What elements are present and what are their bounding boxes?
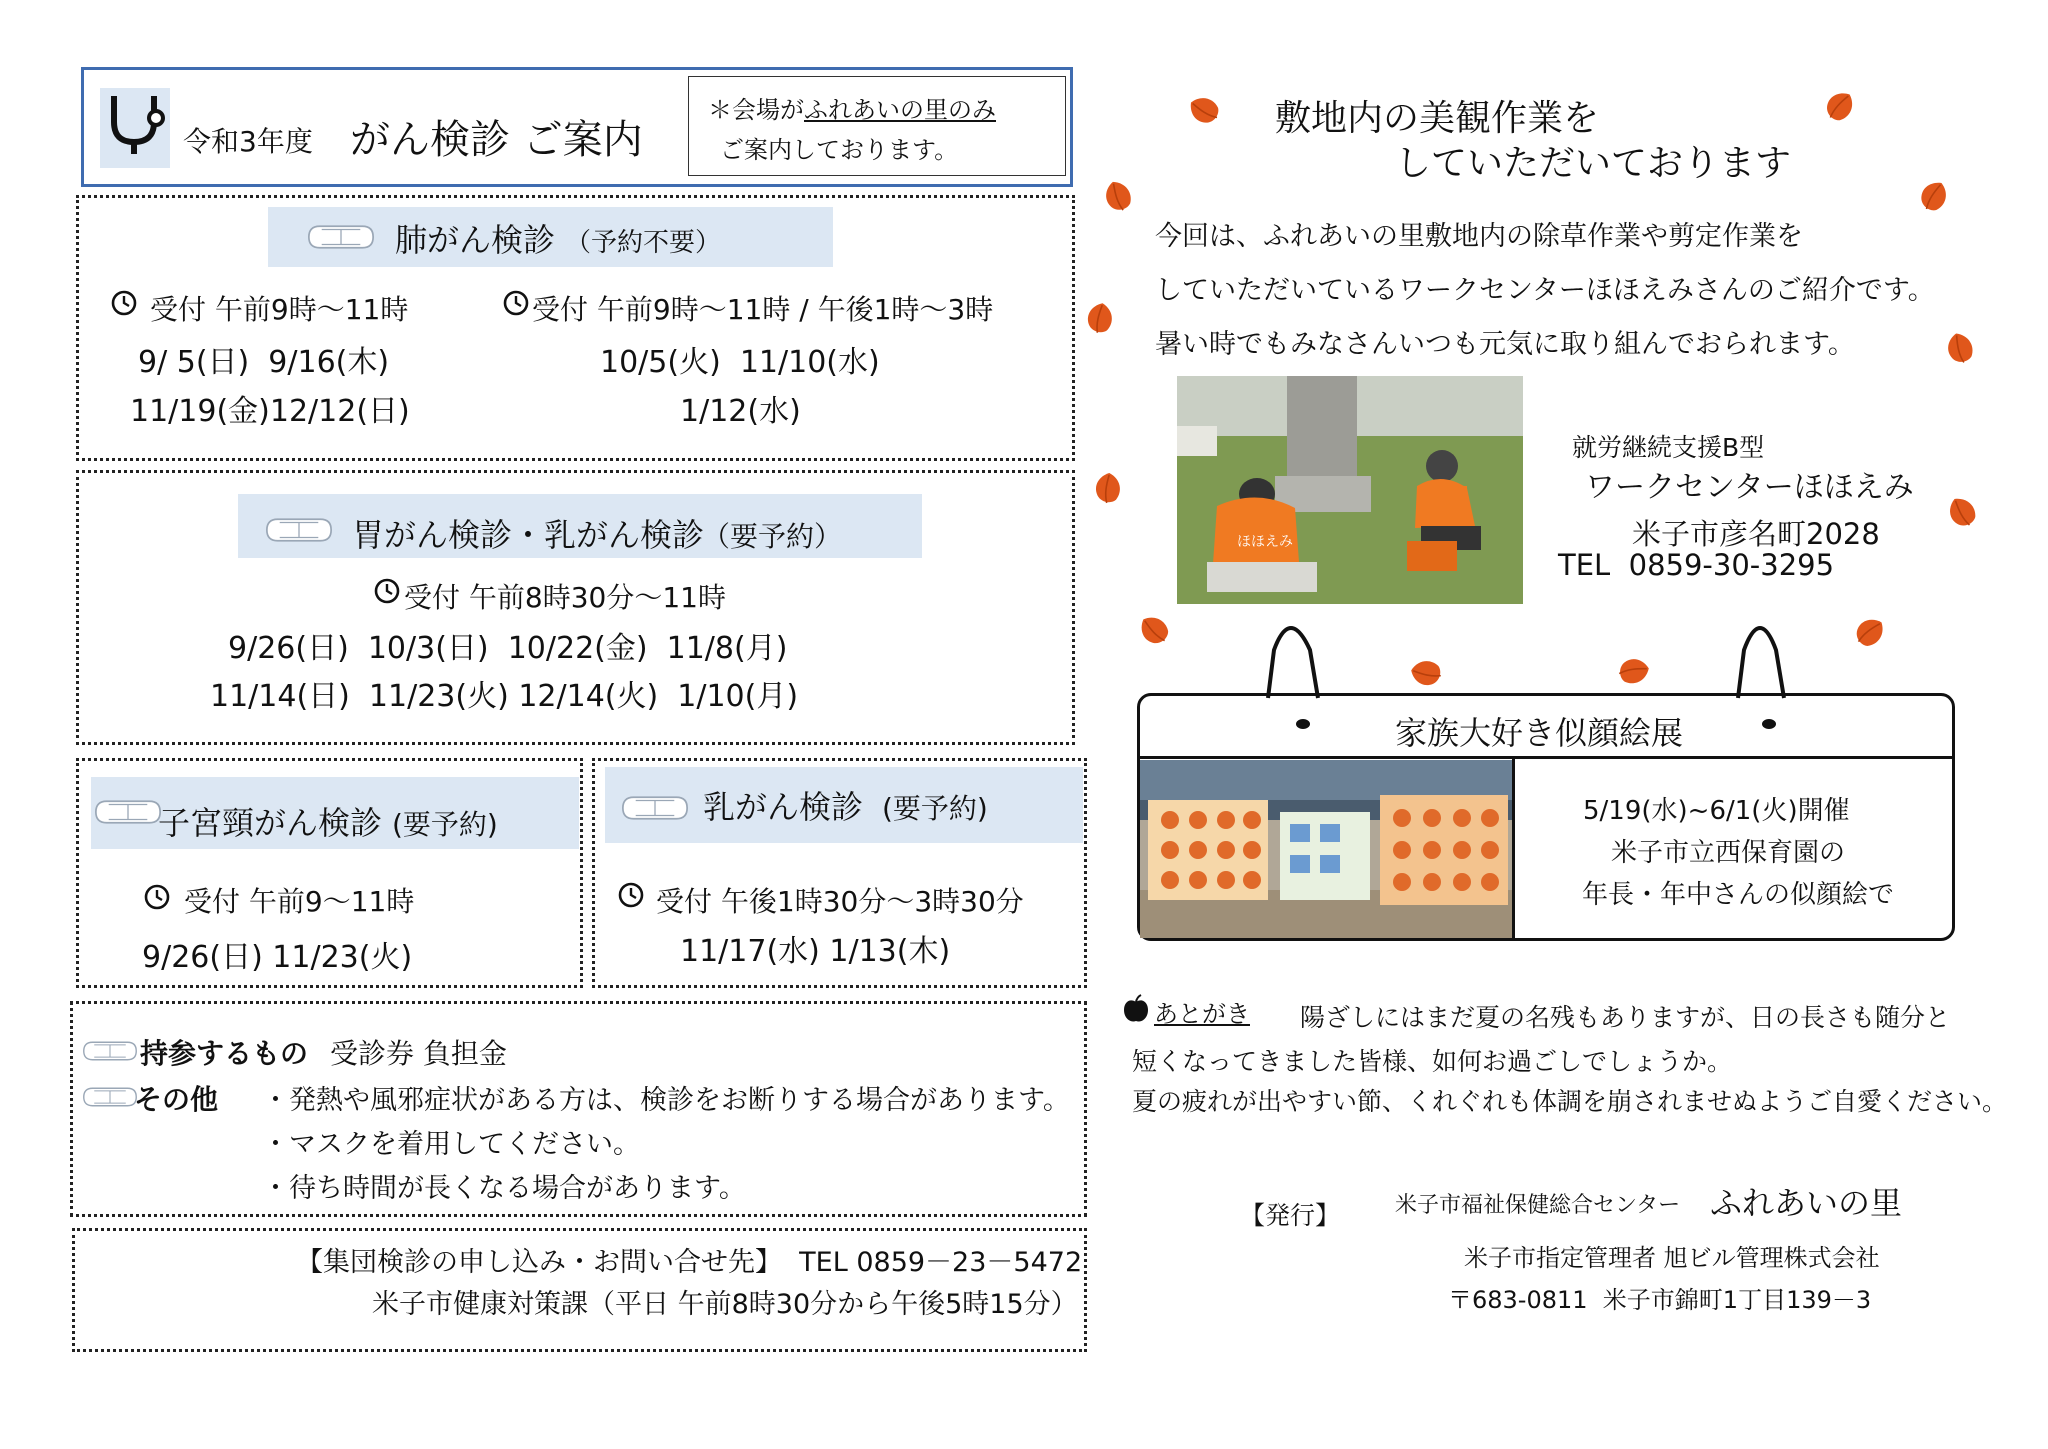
clock-icon <box>618 882 644 908</box>
page-title: がん検診 ご案内 <box>350 117 643 163</box>
leaf-icon <box>1613 650 1655 692</box>
leaf-icon <box>1095 173 1141 219</box>
notice-line-2: ご案内しております。 <box>720 136 959 164</box>
bring-label: 持参するもの <box>140 1037 309 1070</box>
stomach-note: （要予約） <box>702 520 843 553</box>
mask-icon <box>620 793 690 823</box>
leaf-icon <box>1909 171 1958 220</box>
other-1: ・発熱や風邪症状がある方は、検診をお断りする場合があります。 <box>262 1085 1070 1116</box>
clock-icon <box>503 290 529 316</box>
stethoscope-icon <box>100 88 170 168</box>
cervical-note: (要予約) <box>392 808 498 841</box>
mask-icon <box>82 1084 138 1110</box>
clock-icon <box>374 578 400 604</box>
afterword-line-3: 夏の疲れが出やすい節、くれぐれも体調を崩されませぬようご自愛ください。 <box>1132 1087 2008 1116</box>
work-heading-2: していただいております <box>1395 143 1792 184</box>
publisher-name: ふれあいの里 <box>1710 1184 1903 1222</box>
leaf-icon <box>1088 468 1127 507</box>
cervical-dates: 9/26(日) 11/23(火) <box>142 940 413 975</box>
afterword-line-1: 陽ざしにはまだ夏の名残もありますが、日の長さも随分と <box>1300 1003 1951 1032</box>
lung-note: （予約不要） <box>565 228 722 258</box>
org-type: 就労継続支援B型 <box>1572 433 1765 462</box>
exhibit-divider <box>1512 759 1515 941</box>
exhibit-title: 家族大好き似顔絵展 <box>1395 714 1684 752</box>
lung-right-dates-2: 1/12(水) <box>680 394 801 429</box>
lung-title: 肺がん検診 <box>395 221 556 259</box>
header-year: 令和3年度 <box>183 125 313 158</box>
work-body-2: していただいているワークセンターほほえみさんのご紹介です。 <box>1155 275 1935 306</box>
publisher-address: 〒683-0811 米子市錦町1丁目139－3 <box>1448 1286 1872 1314</box>
lung-left-time: 受付 午前9時～11時 <box>150 293 409 326</box>
notice-prefix: ＊会場が <box>708 96 804 124</box>
breast-time: 受付 午後1時30分～3時30分 <box>656 885 1024 918</box>
lung-left-dates-2: 11/19(金)12/12(日) <box>130 394 410 429</box>
stomach-time: 受付 午前8時30分～11時 <box>404 581 726 614</box>
contact-line-1: 【集団検診の申し込み・お問い合せ先】 TEL 0859－23－5472 <box>296 1247 1083 1278</box>
afterword-label: あとがき <box>1154 1000 1250 1028</box>
org-address: 米子市彦名町2028 <box>1632 517 1880 551</box>
cervical-time: 受付 午前9～11時 <box>184 885 415 918</box>
breast-note: (要予約) <box>882 792 988 825</box>
org-tel: TEL 0859-30-3295 <box>1558 548 1835 582</box>
leaf-icon <box>1079 297 1121 339</box>
leaf-icon <box>1937 487 1986 536</box>
lung-right-dates-1: 10/5(火) 11/10(水) <box>600 345 880 380</box>
breast-title: 乳がん検診 <box>703 788 864 826</box>
bring-items: 受診券 負担金 <box>330 1037 507 1070</box>
publisher-manager: 米子市指定管理者 旭ビル管理株式会社 <box>1464 1244 1880 1272</box>
publisher-center: 米子市福祉保健総合センター <box>1395 1193 1681 1218</box>
mask-icon <box>93 797 163 827</box>
mask-icon <box>82 1038 138 1064</box>
leaf-icon <box>1815 81 1866 132</box>
stomach-dates-1: 9/26(日) 10/3(日) 10/22(金) 11/8(月) <box>228 631 788 666</box>
leaf-icon <box>1129 605 1180 656</box>
clock-icon <box>144 884 170 910</box>
bullet-dot <box>1296 719 1310 729</box>
work-body-3: 暑い時でもみなさんいつも元気に取り組んでおられます。 <box>1155 329 1855 360</box>
mask-icon <box>264 515 334 545</box>
work-heading-1: 敷地内の美観作業を <box>1275 98 1600 139</box>
breast-dates: 11/17(水) 1/13(木) <box>680 934 951 969</box>
exhibit-line-2: 米子市立西保育園の <box>1611 838 1846 868</box>
leaf-icon <box>1938 326 1982 370</box>
leaf-icon <box>1845 607 1896 658</box>
lung-right-time: 受付 午前9時～11時 / 午後1時～3時 <box>532 293 994 326</box>
bullet-dot <box>1762 719 1776 729</box>
work-body-1: 今回は、ふれあいの里敷地内の除草作業や剪定作業を <box>1155 221 1803 252</box>
other-label: その他 <box>134 1083 219 1116</box>
leaf-icon <box>1179 85 1228 134</box>
shirt-text: ほほえみ <box>1237 534 1293 550</box>
mask-icon <box>306 222 376 252</box>
bag-handles <box>1260 610 1800 700</box>
exhibit-photo <box>1140 760 1512 938</box>
clock-icon <box>111 290 137 316</box>
exhibit-title-divider <box>1140 756 1952 759</box>
org-name: ワークセンターほほえみ <box>1585 470 1914 505</box>
other-2: ・マスクを着用してください。 <box>262 1129 640 1160</box>
publisher-label: 【発行】 <box>1240 1201 1341 1230</box>
other-3: ・待ち時間が長くなる場合があります。 <box>262 1173 746 1204</box>
lung-left-dates-1: 9/ 5(日) 9/16(木) <box>138 345 390 380</box>
afterword-line-2: 短くなってきました皆様、如何お過ごしでしょうか。 <box>1132 1047 1733 1076</box>
cervical-title: 子宮頸がん検診 <box>158 804 383 842</box>
leaf-icon <box>1405 652 1447 694</box>
exhibit-line-3: 年長・年中さんの似顔絵で <box>1582 880 1895 910</box>
apple-icon <box>1122 994 1150 1024</box>
stomach-dates-2: 11/14(日) 11/23(火) 12/14(火) 1/10(月) <box>210 679 799 714</box>
contact-line-2: 米子市健康対策課（平日 午前8時30分から午後5時15分） <box>372 1289 1078 1320</box>
notice-venue: ふれあいの里のみ <box>804 96 996 124</box>
stomach-title: 胃がん検診・乳がん検診 <box>352 516 705 554</box>
exhibit-line-1: 5/19(水)~6/1(火)開催 <box>1583 796 1850 826</box>
work-photo <box>1177 376 1523 604</box>
notice-line-1 <box>708 90 996 125</box>
